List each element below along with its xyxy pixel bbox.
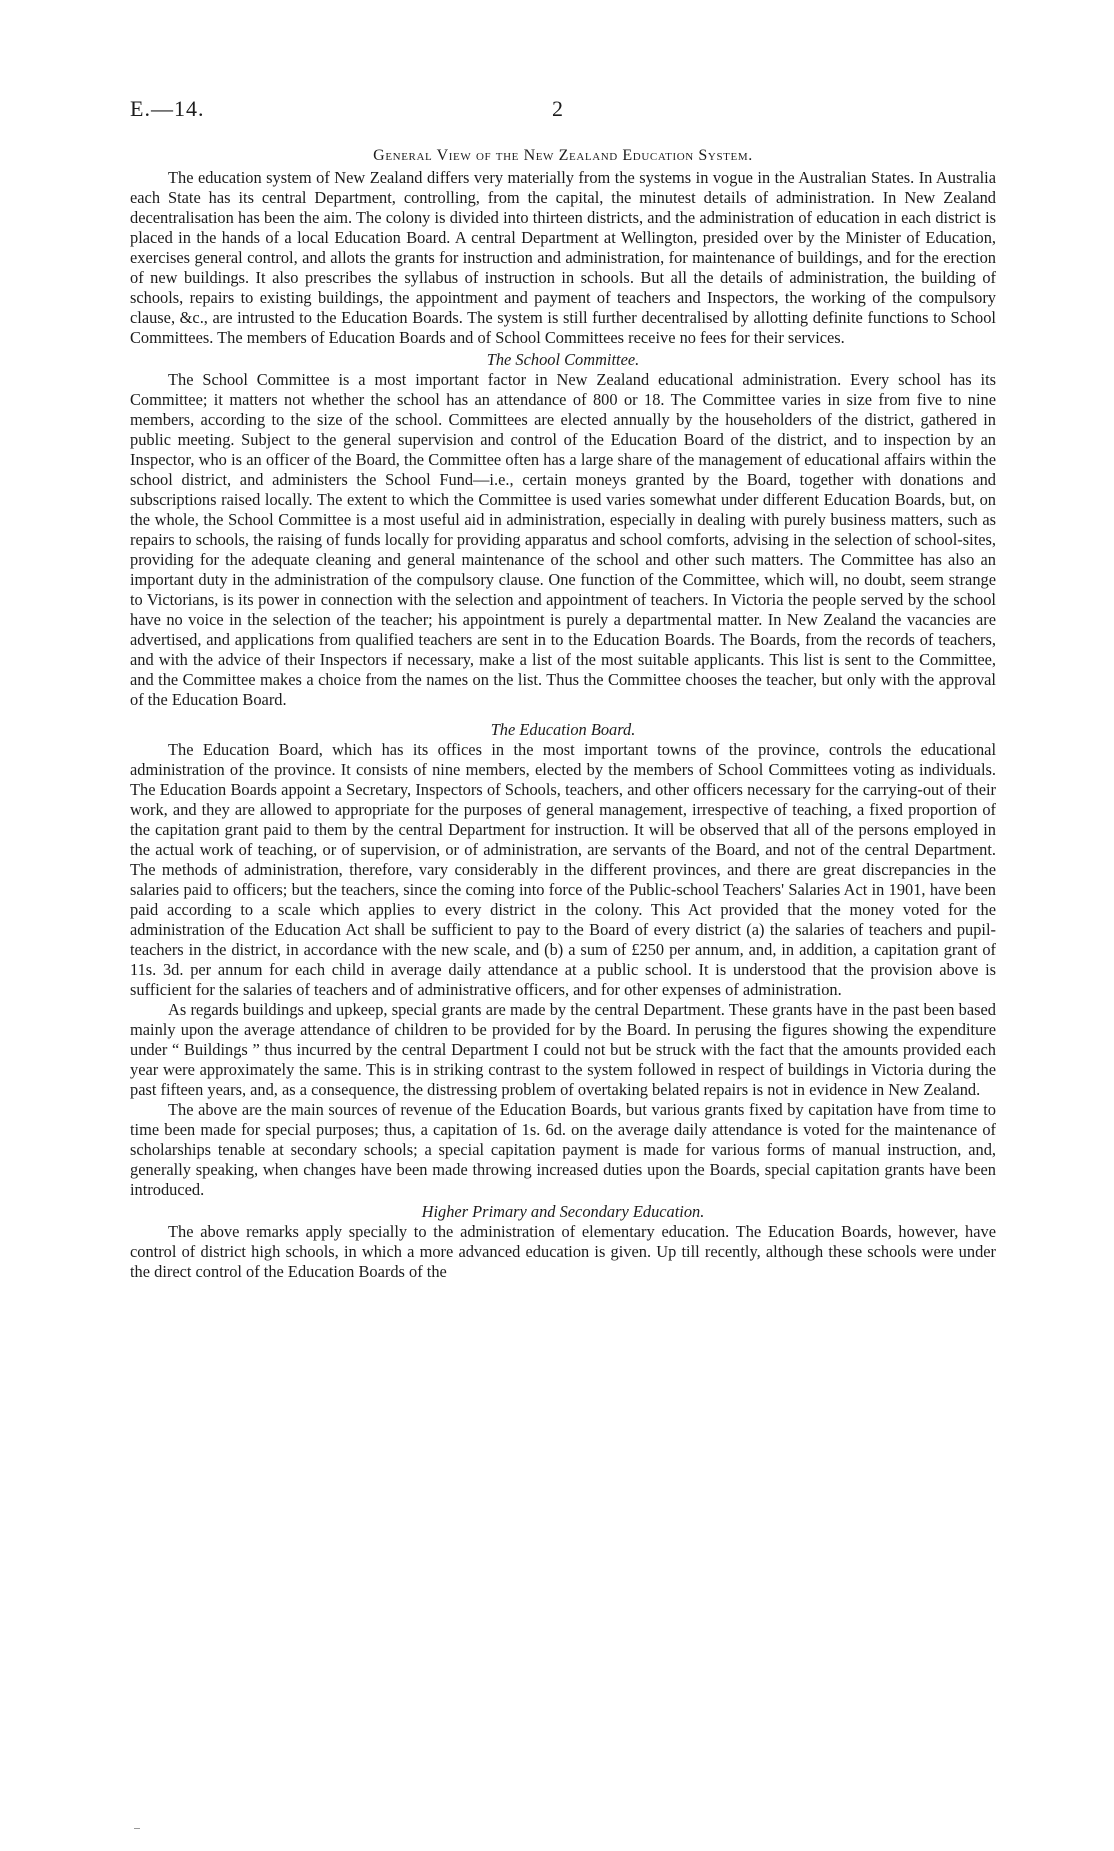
paragraph: The above are the main sources of revenue of the Education Boards, but various grants fixed by capitation have from time to time been made for special purposes; thus, a capitation of 1s. 6d. on the average daily attendance is voted for the maintenance of scholarships tenable at secondary schools; a special capitation payment is made for various forms of manual instruction, and, generally speaking, when changes have been made throwing increased duties upon the Boards, special capitation grants have been introduced.	[130, 1100, 996, 1199]
section-heading-school-committee: The School Committee.	[486, 350, 640, 369]
paragraph: As regards buildings and upkeep, special grants are made by the central Department. These grants have in the past been based mainly upon the average attendance of children to be provided for by the Board. In perusing the figures showing the expenditure under “ Buildings ” thus incurred by the central Department I could not but be struck with the fact that the amounts provided each year were approximately the same. This is in striking contrast to the system followed in respect of buildings in Victoria during the past fifteen years, and, as a consequence, the distressing problem of overtaking belated repairs is not in evidence in New Zealand.	[130, 1000, 996, 1099]
section-heading-higher-primary-secondary: Higher Primary and Secondary Education.	[421, 1202, 705, 1221]
paragraph: The School Committee is a most important factor in New Zealand educational administration. Every school has its Committee; it matters not whether the school has an attendance of 800 or 18. The Committee varies in size from five to nine members, according to the size of the school. Committees are elected annually by the householders of the district, gathered in public meeting. Subject to the general supervision and control of the Education Board of the district, and to inspection by an Inspector, who is an officer of the Board, the Committee often has a large share of the management of educational affairs within the school district, and administers the School Fund—i.e., certain moneys granted by the Board, together with donations and subscriptions raised locally. The extent to which the Committee is used varies somewhat under different Education Boards, but, on the whole, the School Committee is a most useful aid in administration, especially in dealing with purely business matters, such as repairs to schools, the raising of funds locally for providing apparatus and school comforts, advising in the selection of school-sites, providing for the adequate cleaning and general maintenance of the school and other such matters. The Committee has also an important duty in the administration of the compulsory clause. One function of the Committee, which will, no doubt, seem strange to Victorians, is its power in connection with the selection and appointment of teachers. In Victoria the people served by the school have no voice in the selection of the teacher; his appointment is purely a departmental matter. In New Zealand the vacancies are advertised, and applications from qualified teachers are sent in to the Education Boards. The Boards, from the records of teachers, and with the advice of their Inspectors if necessary, make a list of the most suitable applicants. This list is sent to the Committee, and the Committee makes a choice from the names on the list. Thus the Committee chooses the teacher, but only with the approval of the Education Board.	[130, 370, 996, 709]
body-text	[130, 146, 996, 1282]
page-number: 2	[552, 96, 563, 121]
paragraph: The Education Board, which has its offices in the most important towns of the province, controls the educational administration of the province. It consists of nine members, elected by the members of School Committees voting as individuals. The Education Boards appoint a Secretary, Inspectors of Schools, teachers, and other officers necessary for the carrying-out of their work, and they are allowed to appropriate for the purposes of general management, irrespective of teaching, a fixed proportion of the capitation grant paid to them by the central Department for instruction. It will be observed that all of the persons employed in the actual work of teaching, or of supervision, or of administration, are servants of the Board, and not of the central Department. The methods of administration, therefore, vary considerably in the different provinces, and there are great discrepancies in the salaries paid to officers; but the teachers, since the coming into force of the Public-school Teachers' Salaries Act in 1901, have been paid according to a scale which applies to every district in the colony. This Act provided that the money voted for the administration of the Education Act shall be sufficient to pay to the Board of every district (a) the salaries of teachers and pupil-teachers in the district, in accordance with the new scale, and (b) a sum of £250 per annum, and, in addition, a capitation grant of 11s. 3d. per annum for each child in average daily attendance at a public school. It is understood that the provision above is sufficient for the salaries of teachers and of administrative officers, and for other expenses of administration.	[130, 740, 996, 999]
scan-mark	[134, 1828, 140, 1829]
document-reference: E.—14.	[130, 96, 205, 121]
page-title: General View of the New Zealand Education System.	[373, 147, 753, 164]
section-heading-education-board: The Education Board.	[490, 720, 636, 739]
paragraph: The above remarks apply specially to the administration of elementary education. The Education Boards, however, have control of district high schools, in which a more advanced education is given. Up till recently, although these schools were under the direct control of the Education Boards of the	[130, 1222, 996, 1281]
page-header	[130, 96, 1000, 130]
intro-paragraph: The education system of New Zealand differs very materially from the systems in vogue in the Australian States. In Australia each State has its central Department, controlling, from the capital, the minutest details of administration. In New Zealand decentralisation has been the aim. The colony is divided into thirteen districts, and the administration of education in each district is placed in the hands of a local Education Board. A central Department at Wellington, presided over by the Minister of Education, exercises general control, and allots the grants for instruction and administration, for maintenance of buildings, and for the erection of new buildings. It also prescribes the syllabus of instruction in schools. But all the details of administration, the building of schools, repairs to existing buildings, the appointment and payment of teachers and Inspectors, the working of the compulsory clause, &c., are intrusted to the Education Boards. The system is still further decentralised by allotting definite functions to School Committees. The members of Education Boards and of School Committees receive no fees for their services.	[130, 168, 996, 347]
